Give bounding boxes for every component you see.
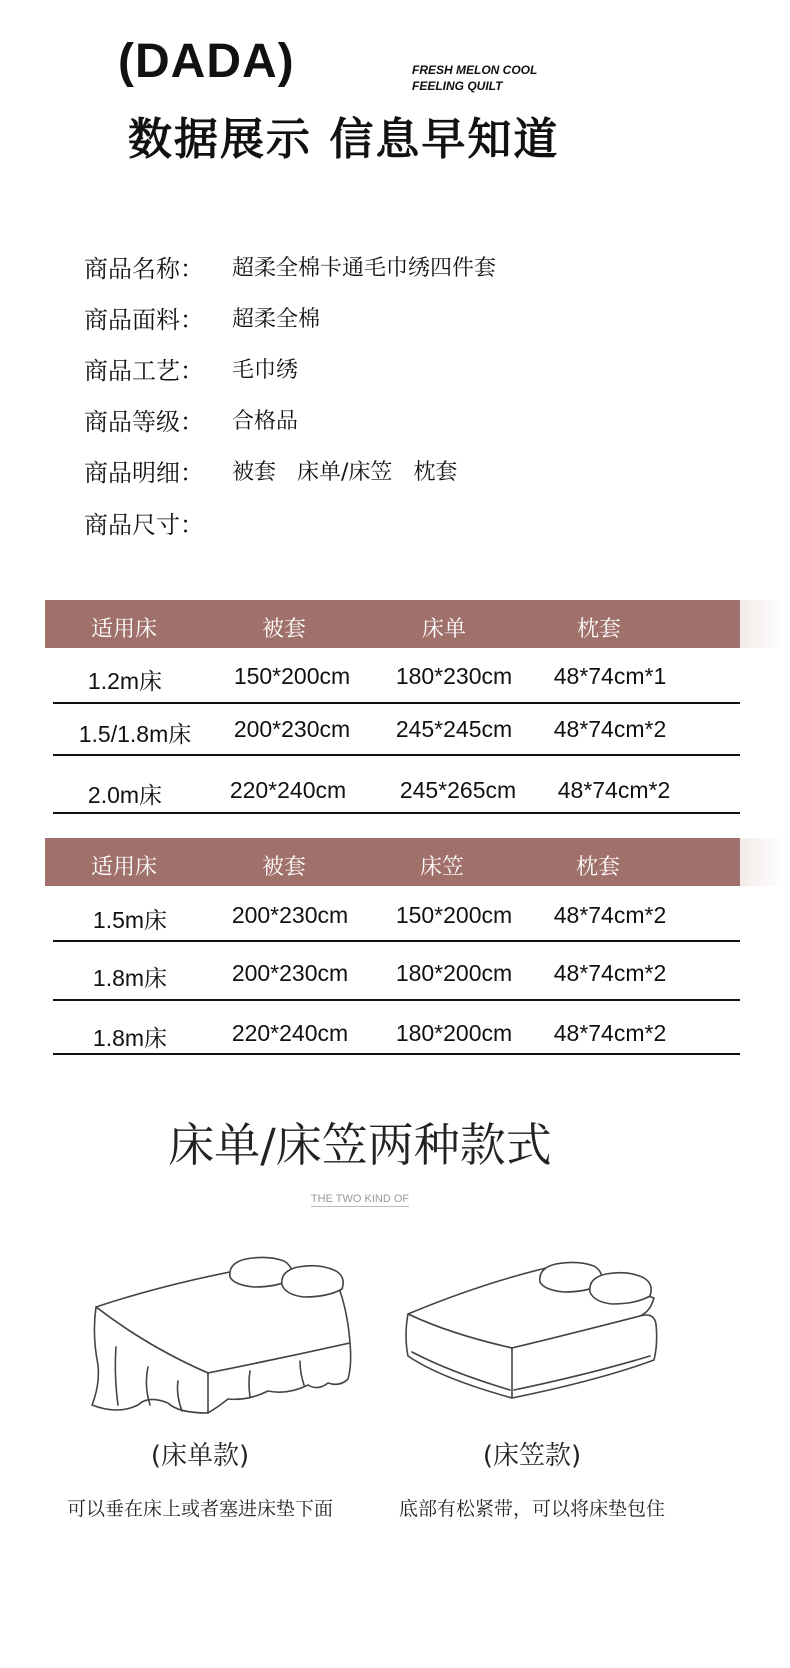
spec-row-grade [84, 410, 298, 434]
table-cell: 48*74cm*2 [557, 777, 671, 803]
spec-key: 商品明细： [84, 459, 204, 487]
table-rule [53, 754, 740, 756]
table-cell: 245*265cm [399, 777, 517, 803]
spec-key: 商品面料： [84, 306, 204, 334]
table-header [45, 838, 740, 886]
header-cell: 枕套 [576, 617, 621, 642]
fitted-sheet-style-label: (床笠款) [482, 1441, 582, 1471]
header-cell: 枕套 [575, 855, 620, 880]
brand-logo: (DADA) [118, 35, 295, 88]
table-cell: 1.5/1.8m床 [78, 721, 192, 747]
flat-sheet-style-label: (床单款) [150, 1441, 250, 1471]
spec-key: 商品等级： [84, 408, 204, 436]
flat-sheet-caption: 可以垂在床上或者塞进床垫下面 [66, 1498, 333, 1520]
table-cell: 2.0m床 [87, 782, 163, 808]
table-cell: 200*230cm [233, 716, 351, 742]
table-rule [53, 999, 740, 1001]
table-cell: 220*240cm [229, 777, 347, 803]
size-table-flat-sheet [45, 600, 740, 815]
spec-value: 毛巾绣 [232, 358, 299, 383]
tagline-line-1: FRESH MELON COOL [412, 63, 538, 77]
brand-tagline [412, 62, 537, 94]
spec-value: 被套 床单/床笠 枕套 [232, 460, 458, 485]
spec-key: 商品名称： [84, 255, 204, 283]
styles-section-subtitle [0, 1193, 720, 1205]
tagline-line-2: FEELING QUILT [412, 79, 503, 93]
spec-row-size [84, 513, 232, 537]
header-cell: 床单 [421, 617, 466, 642]
table-cell: 245*245cm [395, 716, 513, 742]
spec-row-name [84, 257, 496, 281]
table-cell: 200*230cm [231, 902, 349, 928]
table-cell: 1.5m床 [92, 907, 168, 933]
table-cell: 220*240cm [231, 1020, 349, 1046]
table-rule [53, 1053, 740, 1055]
table-cell: 150*200cm [233, 663, 351, 689]
fitted-sheet-bed-icon [400, 1260, 670, 1430]
header-cell: 被套 [261, 855, 306, 880]
spec-key: 商品尺寸： [84, 511, 204, 539]
spec-value: 超柔全棉卡通毛巾绣四件套 [232, 256, 497, 281]
spec-row-craft [84, 359, 298, 383]
table-cell: 1.8m床 [92, 1025, 168, 1051]
table-cell: 180*200cm [395, 1020, 513, 1046]
header-cell: 适用床 [90, 855, 157, 880]
spec-row-fabric [84, 308, 320, 332]
styles-subtitle-text: THE TWO KIND OF [310, 1193, 410, 1205]
table-cell: 180*230cm [395, 663, 513, 689]
size-table-fitted-sheet [45, 838, 740, 1058]
table-cell: 48*74cm*2 [553, 960, 667, 986]
header-cell: 床笠 [419, 855, 464, 880]
spec-value: 超柔全棉 [232, 307, 321, 332]
flat-sheet-bed-icon [78, 1255, 378, 1425]
table-rule [53, 940, 740, 942]
fitted-sheet-caption: 底部有松紧带，可以将床垫包住 [398, 1498, 665, 1520]
spec-value: 合格品 [232, 409, 299, 434]
table-rule [53, 812, 740, 814]
table-cell: 48*74cm*1 [553, 663, 667, 689]
spec-key: 商品工艺： [84, 357, 204, 385]
table-cell: 200*230cm [231, 960, 349, 986]
table-cell: 1.8m床 [92, 965, 168, 991]
table-cell: 48*74cm*2 [553, 716, 667, 742]
header-cell: 适用床 [90, 617, 157, 642]
table-cell: 48*74cm*2 [553, 1020, 667, 1046]
page-headline: 数据展示 信息早知道 [128, 114, 560, 165]
spec-row-details [84, 461, 457, 485]
table-rule [53, 702, 740, 704]
table-cell: 48*74cm*2 [553, 902, 667, 928]
table-cell: 180*200cm [395, 960, 513, 986]
table-header [45, 600, 740, 648]
table-cell: 150*200cm [395, 902, 513, 928]
styles-section-title: 床单/床笠两种款式 [168, 1118, 552, 1172]
table-cell: 1.2m床 [87, 668, 163, 694]
header-cell: 被套 [261, 617, 306, 642]
